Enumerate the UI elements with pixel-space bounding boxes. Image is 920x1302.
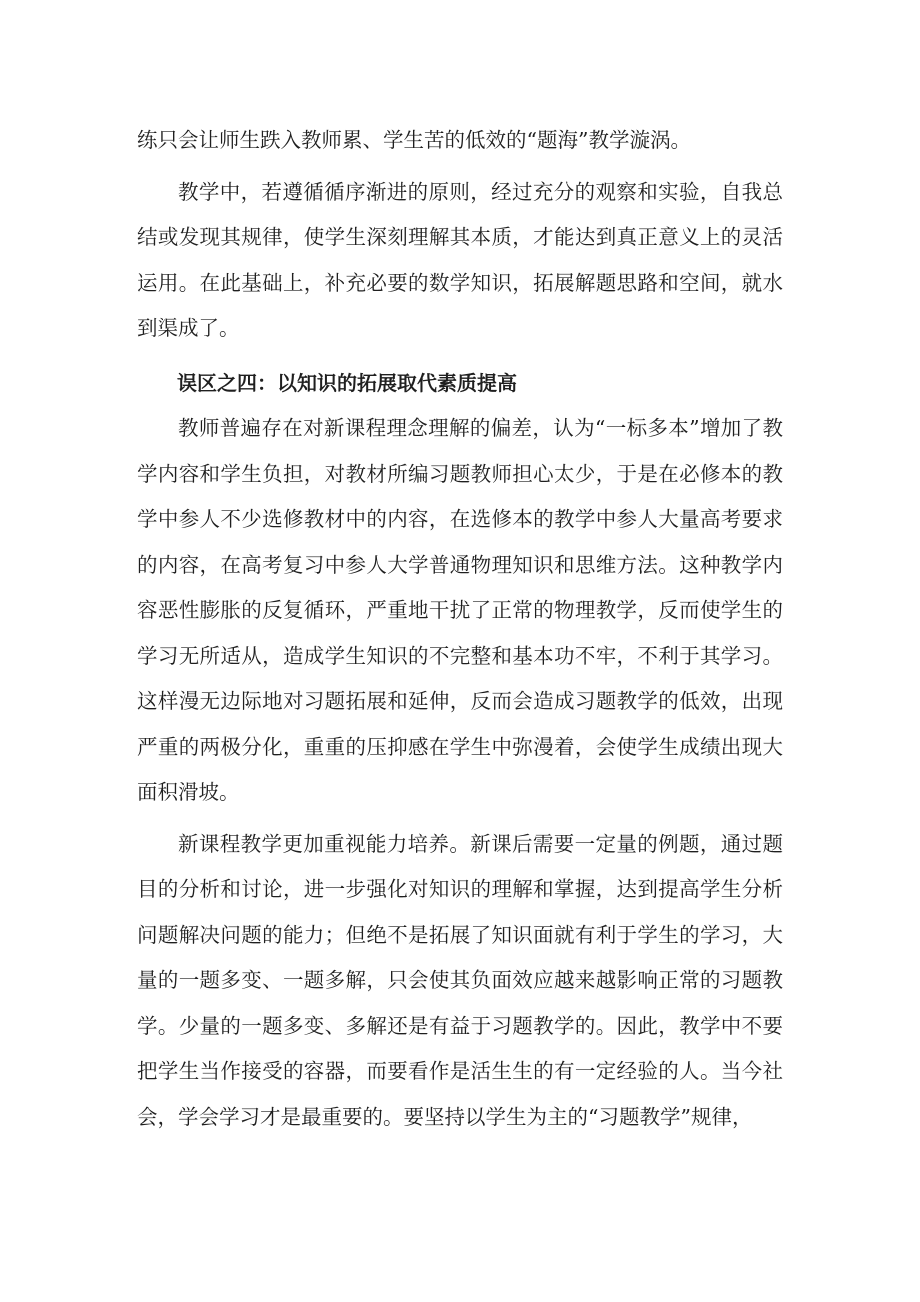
section-heading: 误区之四：以知识的拓展取代素质提高 — [177, 370, 517, 395]
paragraph-teacher-deviation: 教师普遍存在对新课程理念理解的偏差，认为“一标多本”增加了教学内容和学生负担，对教材所编习题教师担心太少，于是在必修本的教学中参人不少选修教材中的内容，在选修本的教学中参人大量高考要求的内容，在高考复习中参人大学普通物理知识和思维方法。这种教学内容恶性膨胀的反复循环，严重地干扰了正常的物理教学，反而使学生的学习无所适从，造成学生知识的不完整和基本功不牢，不利于其学习。这样漫无边际地对习题拓展和延伸，反而会造成习题教学的低效，出现严重的两极分化，重重的压抑感在学生中弥漫着，会使学生成绩出现大面积滑坡。 — [137, 416, 783, 804]
paragraph-teaching-method: 教学中，若遵循循序渐进的原则，经过充分的观察和实验，自我总结或发现其规律，使学生深刻理解其本质，才能达到真正意义上的灵活运用。在此基础上，补充必要的数学知识，拓展解题思路和空间，就水到渠成了。 — [137, 179, 783, 340]
paragraph-continuation: 练只会让师生跌入教师累、学生苦的低效的“题海”教学漩涡。 — [137, 128, 691, 152]
document-body — [137, 118, 783, 1140]
paragraph-ability-training: 新课程教学更加重视能力培养。新课后需要一定量的例题，通过题目的分析和讨论，进一步强化对知识的理解和掌握，达到提高学生分析问题解决问题的能力；但绝不是拓展了知识面就有利于学生的学习，大量的一题多变、一题多解，只会使其负面效应越来越影响正常的习题教学。少量的一题多变、多解还是有益于习题教学的。因此，教学中不要把学生当作接受的容器，而要看作是活生生的有一定经验的人。当今社会，学会学习才是最重要的。要坚持以学生为主的“习题教学”规律， — [137, 831, 783, 1129]
